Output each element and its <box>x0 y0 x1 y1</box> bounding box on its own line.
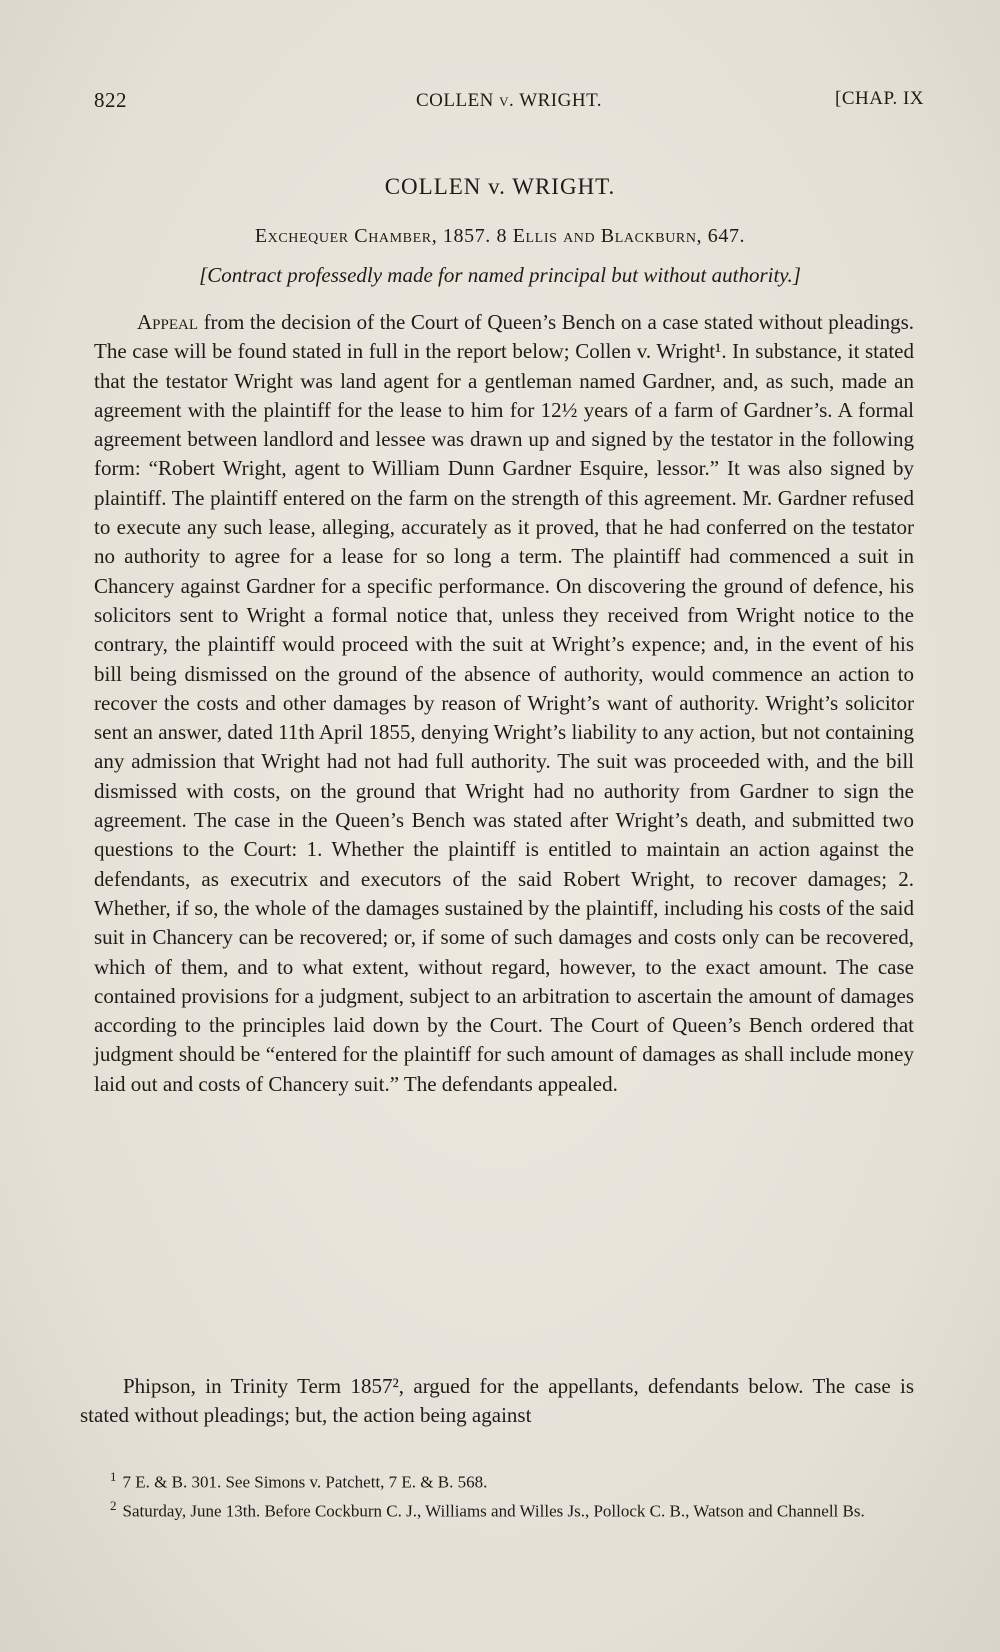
footnote <box>80 1494 914 1523</box>
argument-text: Phipson, in Trinity Term 1857², argued for the appellants, defendants below. The case is stated without pleadings; but, the action being against <box>80 1374 914 1428</box>
lead-word: Appeal <box>137 310 199 334</box>
footnote-text: Saturday, June 13th. Before Cockburn C. J., Williams and Willes Js., Pollock C. B., Watson and Channell Bs. <box>122 1501 865 1521</box>
chapter-label: [CHAP. IX <box>835 88 924 109</box>
page-header <box>94 88 924 118</box>
main-paragraph <box>94 308 914 1099</box>
headnote: [Contract professedly made for named principal but without authority.] <box>199 263 801 287</box>
footnotes <box>80 1465 914 1522</box>
paragraph-text: from the decision of the Court of Queen’s Bench on a case stated without pleadings. The case will be found stated in full in the report below; Collen v. Wright¹. In substance, it stated that the testator Wright was land agent for a gentleman named Gardner, and, as such, made an agreement with the plaintiff for the lease to him for 12½ years of a farm of Gardner’s. A formal agreement between landlord and lessee was drawn up and signed by the testator in the following form: “Robert Wright, agent to William Dunn Gardner Esquire, lessor.” It was also signed by plaintiff. The plaintiff entered on the farm on the strength of this agreement. Mr. Gardner refused to execute any such lease, alleging, accurately as it proved, that he had conferred on the testator no authority to agree for a lease for so long a term. The plaintiff had commenced a suit in Chancery against Gardner for a specific performance. On discovering the ground of defence, his solicitors sent to Wright a formal notice that, unless they received from Wright notice to the contrary, the plaintiff would proceed with the suit at Wright’s expence; and, in the event of his bill being dismissed on the ground of the absence of authority, would commence an action to recover the costs and other damages by reason of Wright’s want of authority. Wright’s solicitor sent an answer, dated 11th April 1855, denying Wright’s liability to any action, but not containing any admission that Wright had not had full authority. The suit was proceeded with, and the bill dismissed with costs, on the ground that Wright had no authority from Gardner to sign the agreement. The case in the Queen’s Bench was stated after Wright’s death, and submitted two questions to the Court: 1. Whether the plaintiff is entitled to maintain an action against the defendants, as executrix and executors of the said Robert Wright, to recover damages; 2. Whether, if so, the whole of the damages sustained by the plaintiff, including his costs of the said suit in Chancery can be recovered; or, if some of such damages and costs only can be recovered, which of them, and to what extent, without regard, however, to the exact amount. The case contained provisions for a judgment, subject to an arbitration to ascertain the amount of damages according to the principles laid down by the Court. The Court of Queen’s Bench ordered that judgment should be “entered for the plaintiff for such amount of damages as shall include money laid out and costs of Chancery suit.” The defendants appealed. <box>94 310 914 1096</box>
page-number: 822 <box>94 88 127 112</box>
court-citation: Exchequer Chamber, 1857. 8 Ellis and Blackburn, 647. <box>254 225 746 247</box>
case-title: COLLEN v. WRIGHT. <box>384 174 616 199</box>
argument-paragraph <box>80 1372 914 1431</box>
footnote-number: 1 <box>110 1469 117 1484</box>
footnote <box>80 1465 914 1494</box>
footnote-text: 7 E. & B. 301. See Simons v. Patchett, 7 E. & B. 568. <box>122 1472 488 1492</box>
footnote-number: 2 <box>110 1497 117 1513</box>
running-title: COLLEN v. WRIGHT. <box>415 90 603 111</box>
